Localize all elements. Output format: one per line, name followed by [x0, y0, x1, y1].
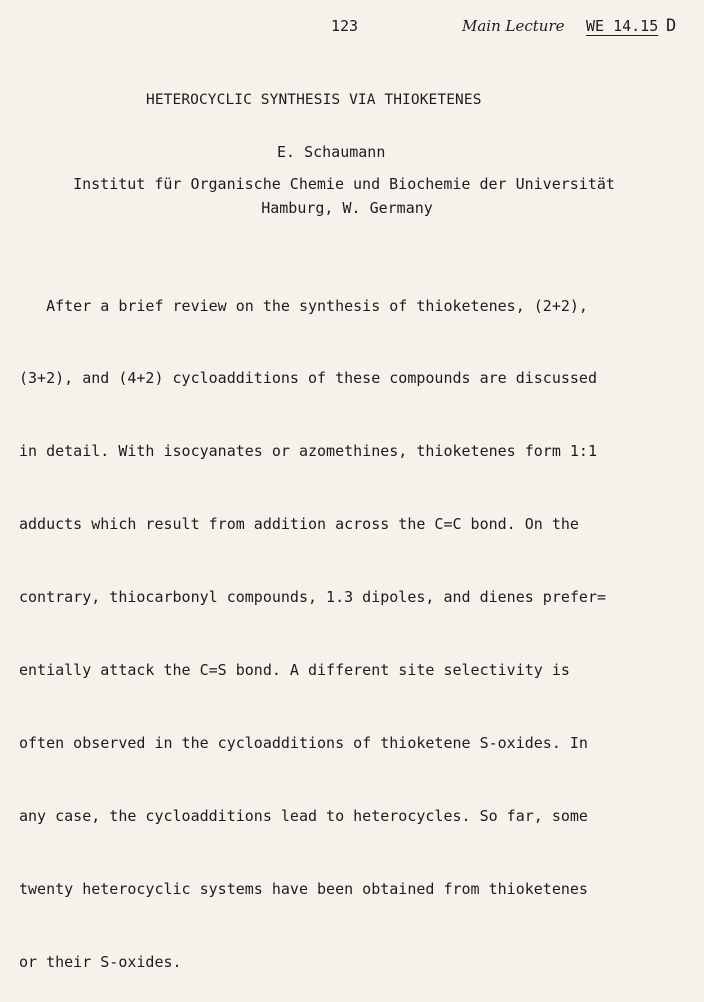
paper-title: HETEROCYCLIC SYNTHESIS VIA THIOKETENES	[146, 92, 482, 108]
abstract-line: twenty heterocyclic systems have been obtained from thioketenes	[19, 879, 588, 898]
abstract-line: or their S-oxides.	[19, 952, 182, 971]
affiliation-line-1: Institut für Organische Chemie und Biochemie der Universität	[73, 175, 615, 193]
abstract-line: any case, the cycloadditions lead to heterocycles. So far, some	[19, 806, 588, 825]
abstract-line: adducts which result from addition across the C=C bond. On the	[19, 515, 579, 534]
abstract-line: in detail. With isocyanates or azomethines, thioketenes form 1:1	[19, 442, 597, 461]
author-name: E. Schaumann	[277, 143, 386, 161]
abstract-body	[19, 245, 606, 1002]
session-label: Main Lecture	[462, 17, 565, 35]
abstract-line: contrary, thiocarbonyl compounds, 1.3 dipoles, and dienes prefer=	[19, 588, 606, 607]
abstract-line: entially attack the C=S bond. A different site selectivity is	[19, 661, 570, 680]
abstract-line: often observed in the cycloadditions of thioketene S-oxides. In	[19, 733, 588, 752]
affiliation-line-2: Hamburg, W. Germany	[261, 199, 433, 217]
language-code: D	[666, 16, 677, 36]
lecture-code: WE 14.15	[586, 17, 659, 35]
abstract-line: (3+2), and (4+2) cycloadditions of these compounds are discussed	[19, 369, 597, 388]
page-number: 123	[331, 17, 359, 35]
abstract-line: After a brief review on the synthesis of thioketenes, (2+2),	[19, 296, 588, 315]
